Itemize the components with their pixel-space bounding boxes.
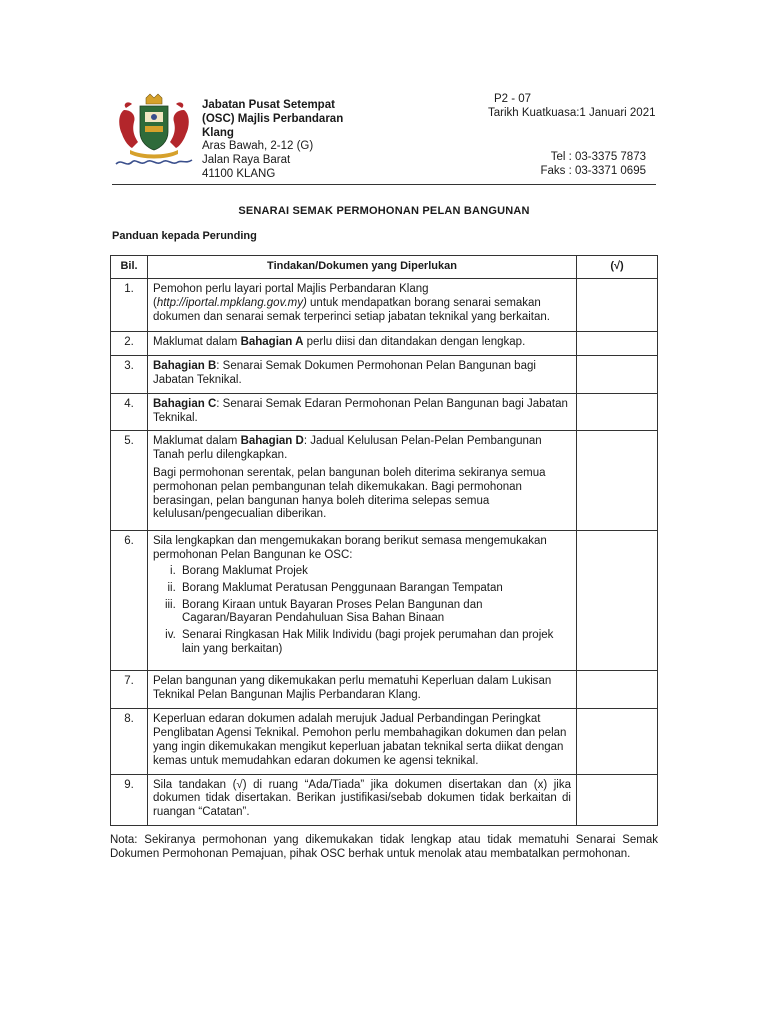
checklist-table: [110, 255, 658, 826]
klang-municipal-crest-icon: [112, 92, 196, 170]
table-row: [111, 671, 658, 709]
check-cell[interactable]: [577, 431, 658, 531]
row-text-part: Pemohon perlu layari portal Majlis Perbandaran Klang (: [153, 283, 429, 309]
document-title: SENARAI SEMAK PERMOHONAN PELAN BANGUNAN: [238, 205, 530, 217]
column-header-check: (√): [577, 256, 658, 279]
column-header-bil: Bil.: [111, 256, 148, 279]
row-text: Pelan bangunan yang dikemukakan perlu mematuhi Keperluan dalam Lukisan Teknikal Pelan Bangunan Majlis Perbandaran Klang.: [148, 671, 577, 709]
contact-block: [534, 151, 646, 179]
row-number: 6.: [111, 531, 148, 671]
org-name-line-3: Klang: [202, 126, 234, 139]
row-text: [148, 356, 577, 394]
table-row: [111, 709, 658, 774]
org-name-line-2: (OSC) Majlis Perbandaran: [202, 112, 344, 125]
row-text: Sila tandakan (√) di ruang “Ada/Tiada” jika dokumen disertakan dan (x) jika dokumen tidak disertakan. Berikan justifikasi/sebab dokumen tidak berkaitan di ruangan “Catatan”.: [148, 774, 577, 825]
address-line-3: 41100 KLANG: [202, 167, 276, 180]
row-text: [148, 279, 577, 332]
table-row: [111, 393, 658, 431]
column-header-action: Tindakan/Dokumen yang Diperlukan: [148, 256, 577, 279]
row-number: 4.: [111, 393, 148, 431]
document-subtitle: Panduan kepada Perunding: [112, 230, 257, 242]
row-text-bold: Bahagian B: [153, 360, 217, 373]
list-item: i. Borang Maklumat Projek: [179, 565, 571, 579]
address-line-2: Jalan Raya Barat: [202, 154, 291, 167]
check-cell[interactable]: [577, 531, 658, 671]
table-row: [111, 356, 658, 394]
row-number: 2.: [111, 332, 148, 356]
row-paragraph: Bagi permohonan serentak, pelan bangunan boleh diterima sekiranya semua permohonan pelan pembangunan telah dikemukakan. Bagi permohonan berasingan, pelan bangunan hanya boleh diterima selepas semua kelulusan/pengecualian diberikan.: [153, 466, 546, 521]
list-item: ii. Borang Maklumat Peratusan Penggunaan Barangan Tempatan: [179, 582, 571, 596]
row-text: [148, 431, 577, 531]
check-cell[interactable]: [577, 332, 658, 356]
org-name-line-1: Jabatan Pusat Setempat: [202, 99, 335, 111]
row-number: 5.: [111, 431, 148, 531]
row-text-part: : Jadual Kelulusan Pelan-Pelan Pembangunan Tanah perlu dilengkapkan.: [153, 435, 542, 462]
table-row: [111, 774, 658, 825]
check-cell[interactable]: [577, 356, 658, 394]
fax: Faks : 03-3371 0695: [540, 164, 646, 177]
table-row: [111, 279, 658, 332]
row-text-part: : Senarai Semak Dokumen Permohonan Pelan Bangunan bagi Jabatan Teknikal.: [153, 360, 536, 386]
reference-code: P2 - 07: [494, 93, 532, 105]
check-cell[interactable]: [577, 774, 658, 825]
row-text-part: Maklumat dalam: [153, 435, 241, 448]
check-cell[interactable]: [577, 393, 658, 431]
telephone: Tel : 03-3375 7873: [550, 151, 646, 163]
organisation-block: [202, 99, 402, 182]
row-text: [148, 332, 577, 356]
row-number: 1.: [111, 279, 148, 332]
row-number: 9.: [111, 774, 148, 825]
footer-note: Nota: Sekiranya permohonan yang dikemukakan tidak lengkap atau tidak mematuhi Senarai Semak Dokumen Permohonan Pemajuan, pihak OSC berhak untuk menolak atau membatalkan permohonan.: [110, 834, 658, 860]
row-number: 7.: [111, 671, 148, 709]
table-row: [111, 332, 658, 356]
table-row: [111, 531, 658, 671]
row-number: 3.: [111, 356, 148, 394]
row-text-part: : Senarai Semak Edaran Permohonan Pelan Bangunan bagi Jabatan Teknikal.: [153, 397, 568, 424]
table-header-row: [111, 256, 658, 279]
row-text-bold: Bahagian D: [240, 435, 304, 448]
check-cell[interactable]: [577, 279, 658, 332]
row-text: [148, 531, 577, 671]
row-text: Keperluan edaran dokumen adalah merujuk Jadual Perbandingan Peringkat Penglibatan Agensi Teknikal. Pemohon perlu membahagikan dokumen dan pelan yang ingin dikemukakan mengikut keperluan jabatan teknikal serta diikat dengan kemas untuk memudahkan edaran dokumen ke agensi teknikal.: [148, 709, 577, 774]
check-cell[interactable]: [577, 671, 658, 709]
row-number: 8.: [111, 709, 148, 774]
row-text: [148, 393, 577, 431]
row-text-bold: Bahagian C: [153, 397, 217, 410]
effective-date: Tarikh Kuatkuasa:1 Januari 2021: [488, 107, 656, 119]
row-text-part: untuk mendapatkan borang senarai semakan dokumen dan senarai semak terperinci setiap jabatan teknikal yang berkaitan.: [153, 296, 550, 323]
row-text-part: perlu diisi dan ditandakan dengan lengkap.: [303, 336, 526, 349]
table-row: [111, 431, 658, 531]
row-text-part: Maklumat dalam: [153, 336, 241, 349]
address-line-1: Aras Bawah, 2-12 (G): [202, 140, 314, 153]
row-intro: Sila lengkapkan dan mengemukakan borang berikut semasa mengemukakan permohonan Pelan Bangunan ke OSC:: [153, 535, 547, 562]
list-item: iii. Borang Kiraan untuk Bayaran Proses Pelan Bangunan dan Cagaran/Bayaran Pendahuluan Sisa Bahan Binaan: [179, 599, 571, 627]
check-cell[interactable]: [577, 709, 658, 774]
row-text-bold: Bahagian A: [240, 336, 304, 349]
form-list: [153, 565, 571, 657]
header-divider: [112, 184, 656, 185]
list-item: iv. Senarai Ringkasan Hak Milik Individu (bagi projek perumahan dan projek lain yang berkaitan): [179, 629, 571, 657]
portal-link[interactable]: http://iportal.mpklang.gov.my): [156, 296, 307, 309]
